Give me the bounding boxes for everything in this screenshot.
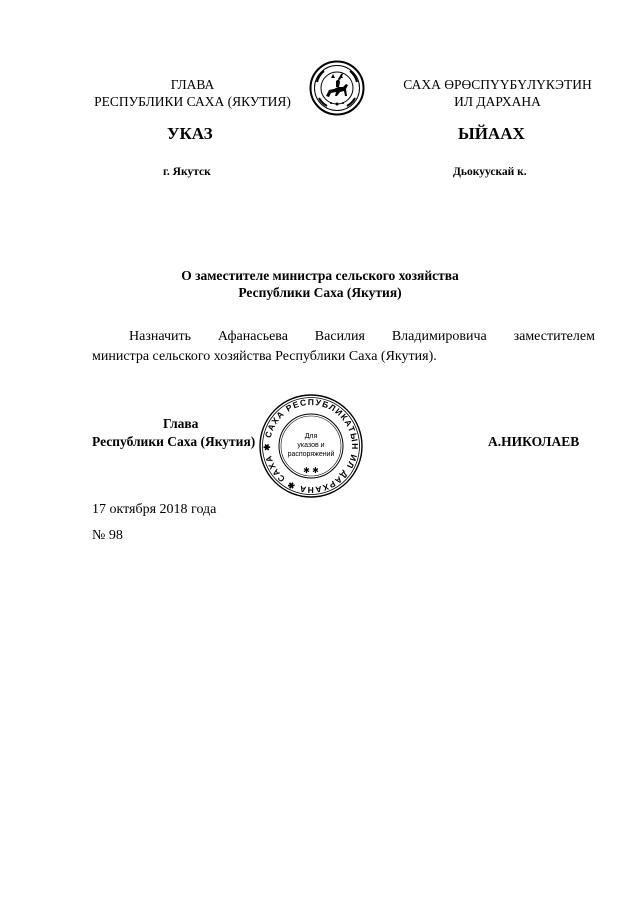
document-number: № 98: [92, 528, 123, 543]
header-left-line1: ГЛАВА: [170, 77, 215, 92]
header-right-line1: САХА ӨРӨСПҮҮБҮЛҮКЭТИН: [403, 77, 592, 92]
order-line2: министра сельского хозяйства Республики Саха (Якутия).: [92, 349, 437, 364]
city-right: Дьокуускай к.: [453, 166, 527, 178]
order-line1: [92, 327, 595, 347]
title-ukaz: УКАЗ: [167, 124, 213, 143]
header-right-line2: ИЛ ДАРХАНА: [454, 94, 541, 109]
word-1: Назначить: [129, 329, 192, 344]
header-left: [85, 76, 300, 110]
word-3: Василия: [314, 329, 365, 344]
coat-of-arms-emblem: [309, 60, 365, 116]
word-2: Афанасьева: [217, 329, 288, 344]
header-right: [385, 76, 610, 110]
header-left-line2: РЕСПУБЛИКИ САХА (ЯКУТИЯ): [94, 94, 291, 109]
svg-text:✱ ✱: ✱ ✱: [303, 466, 319, 475]
seal-icon: [258, 393, 364, 499]
subject-line1: О заместителе министра сельского хозяйства: [181, 268, 459, 283]
document-date: 17 октября 2018 года: [92, 502, 217, 517]
svg-text:САХА РЕСПУБЛИКАТЫН ИЛ ДАРХАНА: САХА РЕСПУБЛИКАТЫН ИЛ ДАРХАНА ✱ САХА ✱: [261, 396, 361, 496]
signature-position-line2: Республики Саха (Якутия): [92, 434, 256, 449]
document-subject: [0, 267, 640, 301]
svg-text:Для: Для: [304, 433, 318, 440]
signatory-name: А.НИКОЛАЕВ: [488, 434, 580, 449]
signature-position-line1: Глава: [163, 416, 199, 431]
official-seal-stamp: [258, 393, 364, 499]
title-yyaakh: ЫЙААХ: [458, 124, 525, 143]
svg-text:распоряжений: распоряжений: [287, 451, 335, 458]
city-left: г. Якутск: [163, 166, 211, 178]
svg-text:указов и: указов и: [297, 442, 325, 449]
emblem-icon: [309, 60, 365, 116]
word-5: заместителем: [513, 329, 595, 344]
subject-line2: Республики Саха (Якутия): [238, 285, 402, 300]
word-4: Владимировича: [391, 329, 487, 344]
order-paragraph: [92, 327, 595, 367]
